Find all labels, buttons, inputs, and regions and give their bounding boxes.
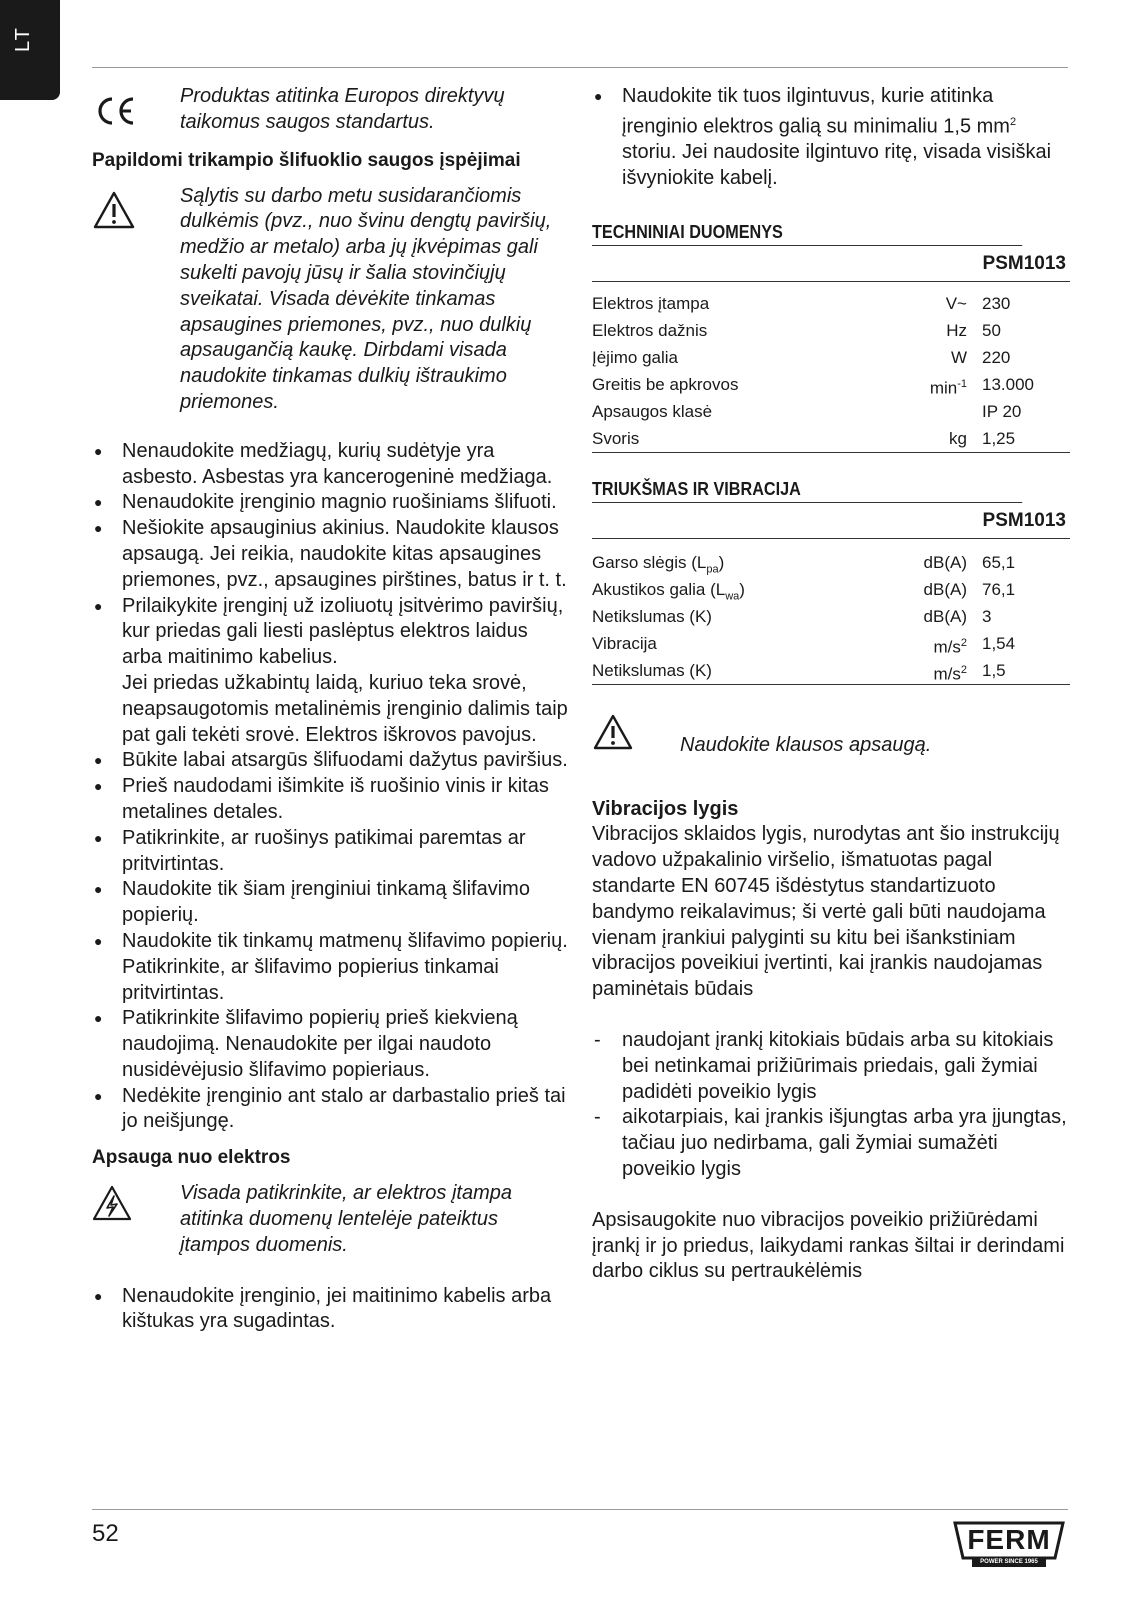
list-item-continuation: Jei priedas užkabintų laidą, kuriuo teka srovė, neapsaugotomis metalinėmis įrenginio dalimis taip pat gali tekėti srovė. Elektros iškrovos pavojus.: [122, 671, 568, 746]
row-unit: [867, 657, 967, 684]
unit-base: m/s: [933, 664, 961, 684]
row-value: 220: [982, 347, 1011, 367]
row-value: 1,54: [982, 633, 1016, 653]
unit-base: min: [929, 378, 958, 398]
bottom-divider: [92, 1509, 1068, 1510]
label-end: ): [739, 579, 745, 599]
noise-table-end-rule: [592, 684, 1070, 685]
label-sub: wa: [725, 590, 740, 603]
vibration-dashes: [592, 1028, 1070, 1183]
dust-warning: [92, 184, 572, 416]
table-row: [592, 344, 1070, 371]
row-value: 1,5: [982, 660, 1006, 680]
list-item: ● Būkite labai atsargūs šlifuodami dažytus paviršius.: [92, 748, 572, 774]
row-unit: dB(A): [923, 579, 967, 599]
top-divider: [92, 67, 1068, 68]
ce-mark-icon: [92, 96, 136, 126]
row-unit: W: [950, 347, 967, 367]
tech-table-end-rule: [592, 452, 1070, 453]
left-column: [92, 84, 572, 1335]
row-label: [592, 576, 867, 603]
electric-heading: Apsauga nuo elektros: [92, 1147, 291, 1169]
language-code: LT: [12, 26, 34, 52]
list-item: [92, 594, 572, 749]
row-unit: Hz: [946, 320, 967, 340]
tech-table-model: PSM1013: [592, 246, 1070, 282]
list-item: ● Nenaudokite įrenginio magnio ruošiniams šlifuoti.: [92, 490, 572, 516]
safety-bullets: [92, 439, 572, 1136]
row-label: Netikslumas (K): [592, 606, 712, 626]
logo-tagline: POWER SINCE 1965: [980, 1559, 1038, 1565]
table-row: [592, 603, 1070, 630]
label-sub: pa: [706, 563, 719, 576]
list-item: ● Nenaudokite įrenginio, jei maitinimo kabelis arba kištukas yra sugadintas.: [92, 1284, 572, 1336]
table-row: [592, 371, 1070, 398]
warning-icon: [92, 190, 136, 230]
table-row: [592, 657, 1070, 684]
row-label: [592, 549, 867, 576]
list-item: ● Naudokite tik šiam įrenginiui tinkamą šlifavimo popierių.: [92, 877, 572, 929]
noise-table: [592, 479, 1070, 685]
noise-table-title: TRIUKŠMAS IR VIBRACIJA: [592, 479, 1022, 503]
list-item-text: Prilaikykite įrenginį už izoliuotų įsitvėrimo paviršių, kur priedas gali liesti paslėptus elektros laidus arba maitinimo kabelius.: [122, 594, 564, 669]
table-row: [592, 630, 1070, 657]
row-label: Netikslumas (K): [592, 660, 712, 680]
row-unit: V~: [945, 293, 967, 313]
row-value: 230: [982, 293, 1011, 313]
warning-icon: [592, 713, 634, 751]
vibration-paragraph: Vibracijos sklaidos lygis, nurodytas ant šio instrukcijų vadovo užpakalinio viršelio, išmatuotas pagal standarte EN 60745 išdėstytus standartizuoto bandymo reikalavimus; ši vertė gali būti naudojama vienam įrankiui palyginti su kitu bei išankstiniam vibracijos poveikiui įvertinti, kai įrankis naudojamas paminėtais būdais: [592, 823, 1060, 1001]
label-base: Akustikos galia (L: [592, 579, 726, 599]
row-label: Elektros dažnis: [592, 320, 708, 340]
list-item: ● Prieš naudodami išimkite iš ruošinio vinis ir kitas metalines detales.: [92, 774, 572, 826]
row-unit: [867, 398, 967, 425]
row-value: 3: [982, 606, 992, 626]
unit-sup: -1: [957, 377, 967, 390]
list-item: ● Nedėkite įrenginio ant stalo ar darbastalio prieš tai jo neišjungę.: [92, 1084, 572, 1136]
page-number: 52: [92, 1520, 119, 1547]
tech-table-title: TECHNINIAI DUOMENYS: [592, 222, 1022, 246]
table-row: [592, 425, 1070, 452]
list-item: ● Naudokite tik tinkamų matmenų šlifavimo popierių. Patikrinkite, ar šlifavimo popierius tinkamai pritvirtintas.: [92, 929, 572, 1006]
list-item: ● Patikrinkite, ar ruošinys patikimai paremtas ar pritvirtintas.: [92, 826, 572, 878]
closing-paragraph: Apsisaugokite nuo vibracijos poveikio prižiūrėdami įrankį ir jo priedus, laikydami rankas šiltai ir derindami darbo ciklus su pertraukėlėmis: [592, 1208, 1065, 1283]
row-label: Svoris: [592, 428, 640, 448]
row-value: 65,1: [982, 552, 1016, 572]
voltage-note-text: Visada patikrinkite, ar elektros įtampa atitinka duomenų lentelėje pateiktus įtampos duomenis.: [180, 1182, 513, 1256]
row-label: Elektros įtampa: [592, 293, 710, 313]
row-unit: kg: [949, 428, 967, 448]
ce-note-text: Produktas atitinka Europos direktyvų taikomus saugos standartus.: [180, 85, 505, 133]
electric-bullets: [92, 1284, 572, 1336]
row-label: Vibracija: [592, 633, 657, 653]
list-item: - aikotarpiais, kai įrankis išjungtas arba yra įjungtas, tačiau juo nedirbama, gali žymiai sumažėti poveikio lygis: [592, 1105, 1070, 1182]
list-item: ● Patikrinkite šlifavimo popierių prieš kiekvieną naudojimą. Nenaudokite per ilgai naudoto nusidėvėjusio šlifavimo popieriaus.: [92, 1006, 572, 1083]
row-unit: dB(A): [923, 552, 967, 572]
safety-heading: Papildomi trikampio šlifuoklio saugos įspėjimai: [92, 149, 521, 171]
list-item: [592, 84, 1070, 192]
logo-brand: FERM: [967, 1524, 1051, 1555]
row-unit: [867, 630, 967, 657]
ext-text-pre: Naudokite tik tuos ilgintuvus, kurie atitinka įrenginio elektros galią su minimaliu 1,5 mm: [622, 85, 1010, 138]
row-value: IP 20: [982, 401, 1022, 421]
table-row: [592, 549, 1070, 576]
right-column: [592, 84, 1070, 1285]
extension-bullets: [592, 84, 1070, 192]
list-item: ● Nešiokite apsauginius akinius. Naudokite klausos apsaugą. Jei reikia, naudokite kitas apsaugines priemones, pvz., apsaugines pirštines, batus ir t. t.: [92, 516, 572, 593]
row-value: 1,25: [982, 428, 1016, 448]
row-label: Greitis be apkrovos: [592, 374, 739, 394]
list-item: ● Nenaudokite medžiagų, kurių sudėtyje yra asbesto. Asbestas yra kancerogeninė medžiaga.: [92, 439, 572, 491]
row-value: 13.000: [982, 374, 1034, 394]
list-item: - naudojant įrankį kitokiais būdais arba su kitokiais bei netinkamai prižiūrimais priedais, gali žymiai padidėti poveikio lygis: [592, 1028, 1070, 1105]
unit-sup: 2: [960, 636, 967, 649]
row-label: Apsaugos klasė: [592, 401, 713, 421]
row-value: 50: [982, 320, 1001, 340]
tech-table: [592, 222, 1070, 453]
vibration-heading: Vibracijos lygis: [592, 797, 739, 820]
ferm-logo: [950, 1520, 1068, 1570]
voltage-note: [92, 1181, 572, 1258]
language-tab: [0, 0, 60, 100]
label-base: Garso slėgis (L: [592, 552, 707, 572]
unit-sup: 2: [960, 663, 967, 676]
hearing-note-text: Naudokite klausos apsaugą.: [680, 733, 932, 756]
hearing-note: [592, 711, 1070, 759]
label-end: ): [718, 552, 725, 572]
row-label: Įėjimo galia: [592, 347, 678, 367]
row-unit: [867, 371, 967, 398]
ce-note: [92, 84, 572, 136]
table-row: [592, 576, 1070, 603]
table-row: [592, 290, 1070, 317]
table-row: [592, 317, 1070, 344]
unit-base: m/s: [933, 637, 961, 657]
dust-warning-text: Sąlytis su darbo metu susidarančiomis dulkėmis (pvz., nuo švinu dengtų paviršių, medžio ar metalo) arba jų įkvėpimas gali sukelti pavojų jūsų ir šalia stovinčiųjų sveikatai. Visada dėvėkite tinkamas apsaugines priemones, pvz., nuo dulkių apsaugančią kaukę. Dirbdami visada naudokite tinkamas dulkių ištraukimo priemones.: [180, 184, 552, 413]
row-value: 76,1: [982, 579, 1016, 599]
ext-text-post: storiu. Jei naudosite ilgintuvo ritę, visada visiškai išvyniokite kabelį.: [622, 141, 1052, 190]
electric-hazard-icon: [92, 1185, 132, 1221]
ext-text-sup: 2: [1009, 115, 1017, 128]
noise-table-model: PSM1013: [592, 503, 1070, 539]
table-row: [592, 398, 1070, 425]
row-unit: dB(A): [923, 606, 967, 626]
